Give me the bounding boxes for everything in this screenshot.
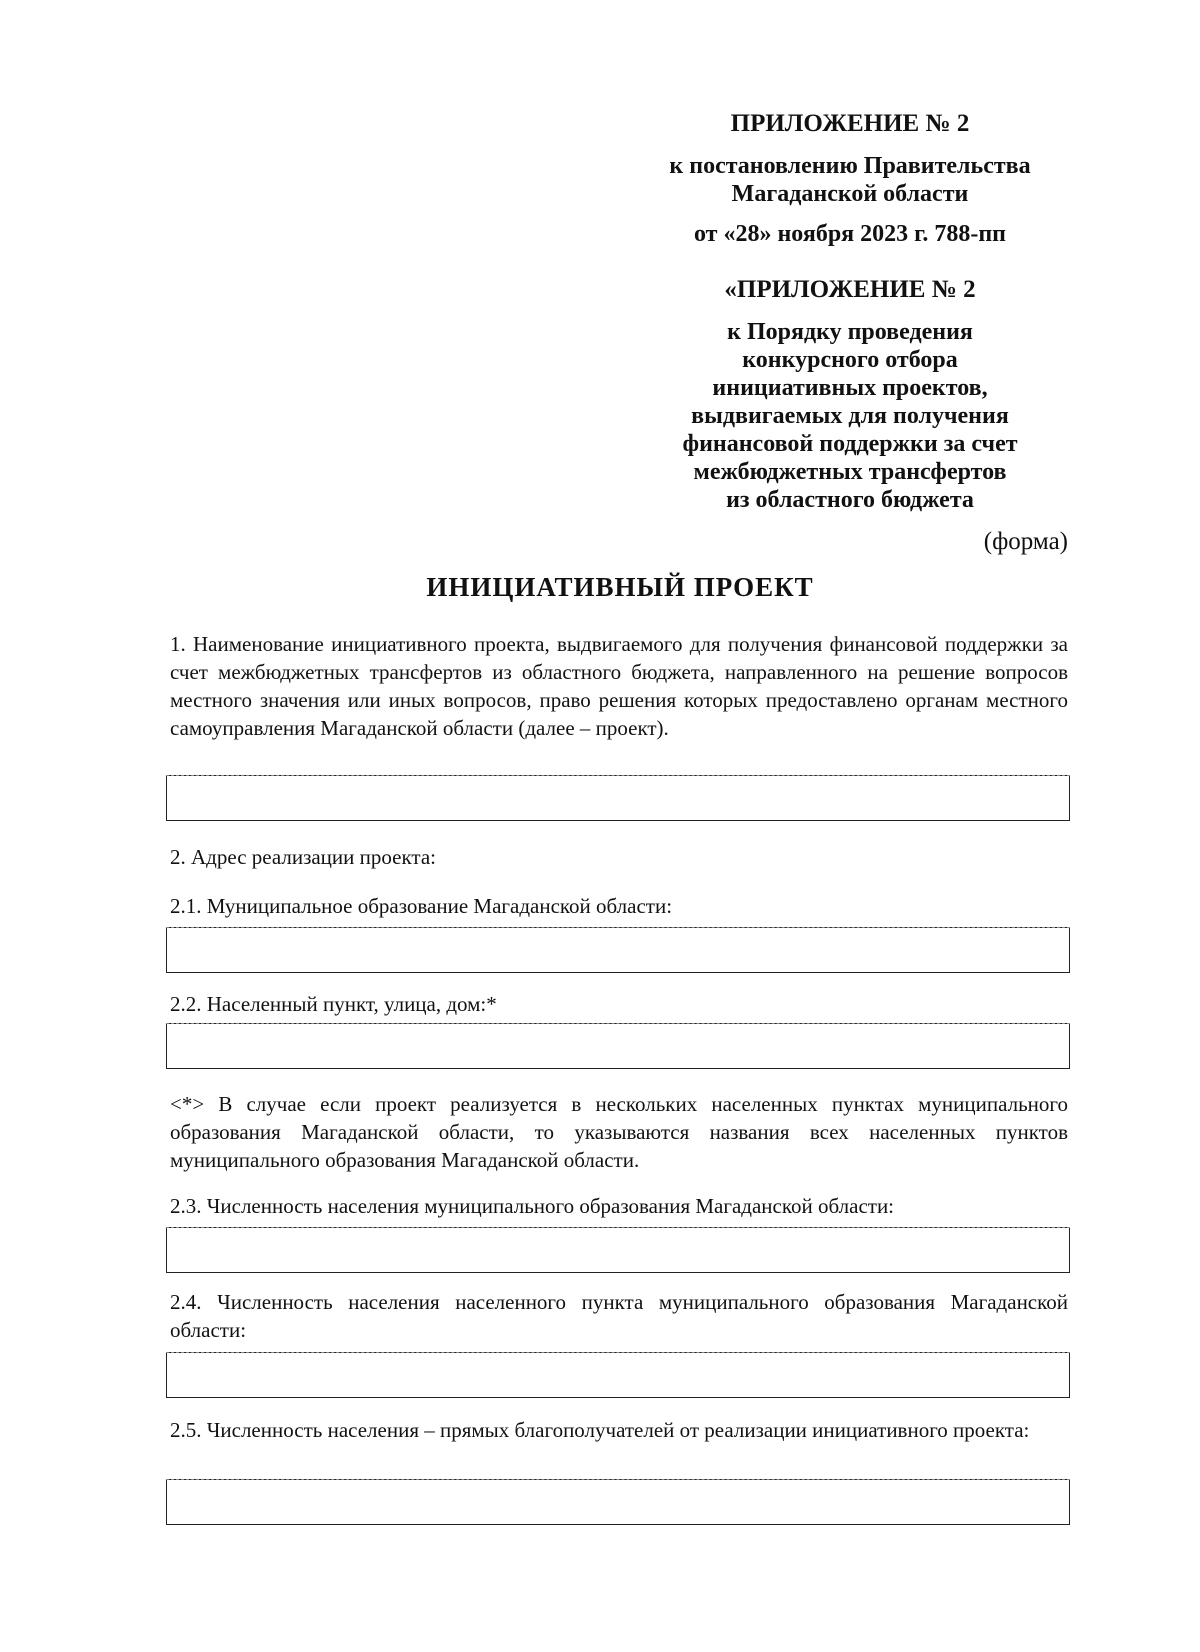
municipality-field[interactable]	[166, 927, 1070, 973]
appendix-main-title-text: ПРИЛОЖЕНИЕ № 2	[730, 110, 970, 137]
appendix-order-subtitle	[635, 318, 1065, 514]
document-title: ИНИЦИАТИВНЫЙ ПРОЕКТ	[426, 572, 814, 602]
appendix-order-subtitle-line: инициативных проектов,	[712, 375, 988, 401]
appendix-order-title	[635, 276, 1065, 304]
appendix-main-subtitle-line: к постановлению Правительства	[669, 153, 1031, 179]
section-2-4-text: 2.4. Численность населения населенного пункта муниципального образования Магаданской области:	[170, 1290, 1068, 1342]
beneficiaries-population-field[interactable]	[166, 1479, 1070, 1525]
section-2-text: 2. Адрес реализации проекта:	[170, 845, 436, 869]
appendix-order-subtitle-line: из областного бюджета	[726, 487, 974, 513]
appendix-main-subtitle-line: Магаданской области	[731, 181, 969, 207]
appendix-main-date	[635, 220, 1065, 248]
form-label: (форма)	[983, 528, 1068, 555]
section-2-5-text: 2.5. Численность населения – прямых благополучателей от реализации инициативного проекта:	[170, 1418, 1030, 1442]
settlement-population-field[interactable]	[166, 1352, 1070, 1398]
appendix-order-subtitle-line: выдвигаемых для получения	[691, 403, 1009, 429]
section-1-text: 1. Наименование инициативного проекта, выдвигаемого для получения финансовой поддержки за счет межбюджетных трансфертов из областного бюджета, направленного на решение вопросов местного значения или иных вопросов, право решения которых предоставлено органам местного самоуправления Магаданской области (далее – проект).	[170, 632, 1068, 740]
appendix-main-date-text: от «28» ноября 2023 г. 788-пп	[694, 221, 1006, 247]
section-2-1-text: 2.1. Муниципальное образование Магаданской области:	[170, 894, 673, 918]
appendix-order-subtitle-line: к Порядку проведения	[727, 319, 973, 345]
section-2-2-text: 2.2. Населенный пункт, улица, дом:*	[170, 992, 497, 1016]
appendix-main-subtitle	[635, 152, 1065, 208]
footnote-text: <*> В случае если проект реализуется в нескольких населенных пунктах муниципального образования Магаданской области, то указываются названия всех населенных пунктов муниципального образования Магаданской области.	[170, 1092, 1068, 1172]
project-name-field[interactable]	[166, 775, 1070, 821]
appendix-order-subtitle-line: межбюджетных трансфертов	[693, 459, 1007, 485]
appendix-order-title-text: «ПРИЛОЖЕНИЕ № 2	[724, 276, 976, 303]
section-2-3-text: 2.3. Численность населения муниципального образования Магаданской области:	[170, 1194, 895, 1218]
address-field[interactable]	[166, 1023, 1070, 1069]
appendix-order-subtitle-line: финансовой поддержки за счет	[682, 431, 1018, 457]
municipality-population-field[interactable]	[166, 1227, 1070, 1273]
appendix-order-subtitle-line: конкурсного отбора	[742, 347, 958, 373]
appendix-main-title	[635, 110, 1065, 138]
